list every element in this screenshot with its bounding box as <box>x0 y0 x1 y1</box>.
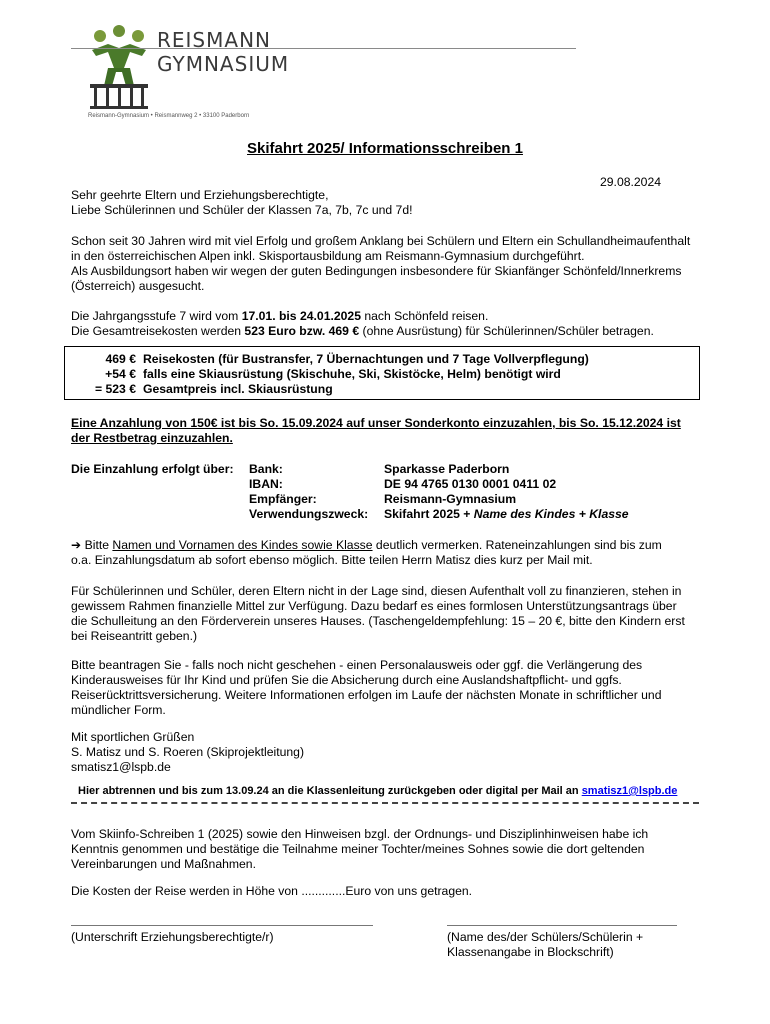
documents-line: mündlicher Form. <box>71 703 166 717</box>
school-logo <box>86 22 152 110</box>
payment-note: o.a. Einzahlungsdatum ab sofort ebenso möglich. Bitte teilen Herrn Matisz dies kurz per Mail mit. <box>71 553 593 567</box>
payment-key: Verwendungszweck: <box>249 507 369 521</box>
documents-line: Bitte beantragen Sie - falls noch nicht geschehen - einen Personalausweis oder ggf. die Verlängerung des <box>71 658 643 672</box>
cost-label: Gesamtpreis incl. Skiausrüstung <box>143 382 333 396</box>
deposit-line: Eine Anzahlung von 150€ ist bis So. 15.09.2024 auf unser Sonderkonto einzuzahlen, bis So. 15.12.2024 ist <box>71 416 681 430</box>
confirmation-line: Vereinbarungen und Maßnahmen. <box>71 857 256 871</box>
payment-value: DE 94 4765 0130 0001 0411 02 <box>384 477 557 491</box>
closing-line: Mit sportlichen Grüßen <box>71 730 195 744</box>
support-line: die Schulleitung an den Förderverein unseres Hauses. (Taschengeldempfehlung: 15 – 20 €, bitte den Kindern erst <box>71 614 685 628</box>
greeting-line: Sehr geehrte Eltern und Erziehungsberechtigte, <box>71 188 329 202</box>
school-address: Reismann-Gymnasium • Reismannweg 2 • 33100 Paderborn <box>88 113 250 119</box>
payment-intro: Die Einzahlung erfolgt über: <box>71 462 234 476</box>
payment-value: Skifahrt 2025 + Name des Kindes + Klasse <box>384 507 629 521</box>
signature-line-right <box>447 925 677 926</box>
intro-line: Schon seit 30 Jahren wird mit viel Erfolg und großem Anklang bei Schülern und Eltern ein Schullandheimaufenthalt <box>71 234 691 248</box>
letterhead-rule <box>71 48 576 49</box>
payment-key: Empfänger: <box>249 492 317 506</box>
greeting-line: Liebe Schülerinnen und Schüler der Klassen 7a, 7b, 7c und 7d! <box>71 203 413 217</box>
arrow-right-icon: ➔ <box>71 538 82 552</box>
support-line: bei Reiseantritt geben.) <box>71 629 198 643</box>
cut-line <box>71 802 699 804</box>
costs-statement: Die Kosten der Reise werden in Höhe von .............Euro von uns getragen. <box>71 884 473 898</box>
confirmation-line: Vom Skiinfo-Schreiben 1 (2025) sowie den Hinweisen bzgl. der Ordnungs- und Disziplinhinweisen habe ich <box>71 827 649 841</box>
payment-key: Bank: <box>249 462 283 476</box>
support-line: Für Schülerinnen und Schüler, deren Eltern nicht in der Lage sind, diesen Aufenthalt voll zu finanzieren, stehen in <box>71 584 682 598</box>
documents-line: Kinderausweises für Ihr Kind und prüfen Sie die Absicherung durch eine Auslandshaftpflicht- und ggfs. <box>71 673 622 687</box>
cost-amount: +54 € <box>105 367 136 381</box>
intro-line: (Österreich) ausgesucht. <box>71 279 205 293</box>
payment-value: Sparkasse Paderborn <box>384 462 510 476</box>
signature-label-right: Klassenangabe in Blockschrift) <box>447 945 614 959</box>
intro-line: Als Ausbildungsort haben wir wegen der guten Bedingungen insbesondere für Skianfänger Schönfeld/Innerkrems <box>71 264 682 278</box>
closing-email: smatisz1@lspb.de <box>71 760 171 774</box>
documents-line: Reiserücktrittsversicherung. Weitere Informationen erfolgen im Laufe der nächsten Monate in schriftlicher und <box>71 688 662 702</box>
letter-date: 29.08.2024 <box>600 175 661 189</box>
cost-label: falls eine Skiausrüstung (Skischuhe, Ski, Skistöcke, Helm) benötigt wird <box>143 367 561 381</box>
school-name-line2: GYMNASIUM <box>157 52 290 76</box>
cost-amount: = 523 € <box>94 382 136 396</box>
signature-line-left <box>71 925 373 926</box>
closing-line: S. Matisz und S. Roeren (Skiprojektleitung) <box>71 745 305 759</box>
intro-line: in den österreichischen Alpen inkl. Skisportausbildung am Reismann-Gymnasium durchgeführt. <box>71 249 585 263</box>
cost-label: Reisekosten (für Bustransfer, 7 Übernachtungen und 7 Tage Vollverpflegung) <box>143 352 589 366</box>
travel-costs: Die Gesamtreisekosten werden 523 Euro bzw. 469 € (ohne Ausrüstung) für Schülerinnen/Schüler betragen. <box>71 324 654 338</box>
signature-label-left: (Unterschrift Erziehungsberechtigte/r) <box>71 930 274 944</box>
signature-label-right: (Name des/der Schülers/Schülerin + <box>447 930 644 944</box>
cutoff-instruction: Hier abtrennen und bis zum 13.09.24 an die Klassenleitung zurückgeben oder digital per Mail an smatisz1@lspb.de <box>78 785 678 797</box>
confirmation-line: Kenntnis genommen und bestätige die Teilnahme meiner Tochter/meines Sohnes sowie die dort geltenden <box>71 842 645 856</box>
school-name-line1: REISMANN <box>157 28 271 52</box>
email-link[interactable]: smatisz1@lspb.de <box>581 785 678 797</box>
cost-amount: 469 € <box>105 352 136 366</box>
letter-title: Skifahrt 2025/ Informationsschreiben 1 <box>247 140 523 157</box>
payment-value: Reismann-Gymnasium <box>384 492 517 506</box>
support-line: gewissem Rahmen finanzielle Mittel zur Verfügung. Dazu bedarf es eines formlosen Unterstützungsantrags über <box>71 599 677 613</box>
deposit-line: der Restbetrag einzuzahlen. <box>71 431 233 445</box>
payment-note: ➔ Bitte Namen und Vornamen des Kindes sowie Klasse deutlich vermerken. Rateneinzahlungen sind bis zum <box>71 538 662 552</box>
travel-dates: Die Jahrgangsstufe 7 wird vom 17.01. bis 24.01.2025 nach Schönfeld reisen. <box>71 309 489 323</box>
payment-key: IBAN: <box>249 477 283 491</box>
